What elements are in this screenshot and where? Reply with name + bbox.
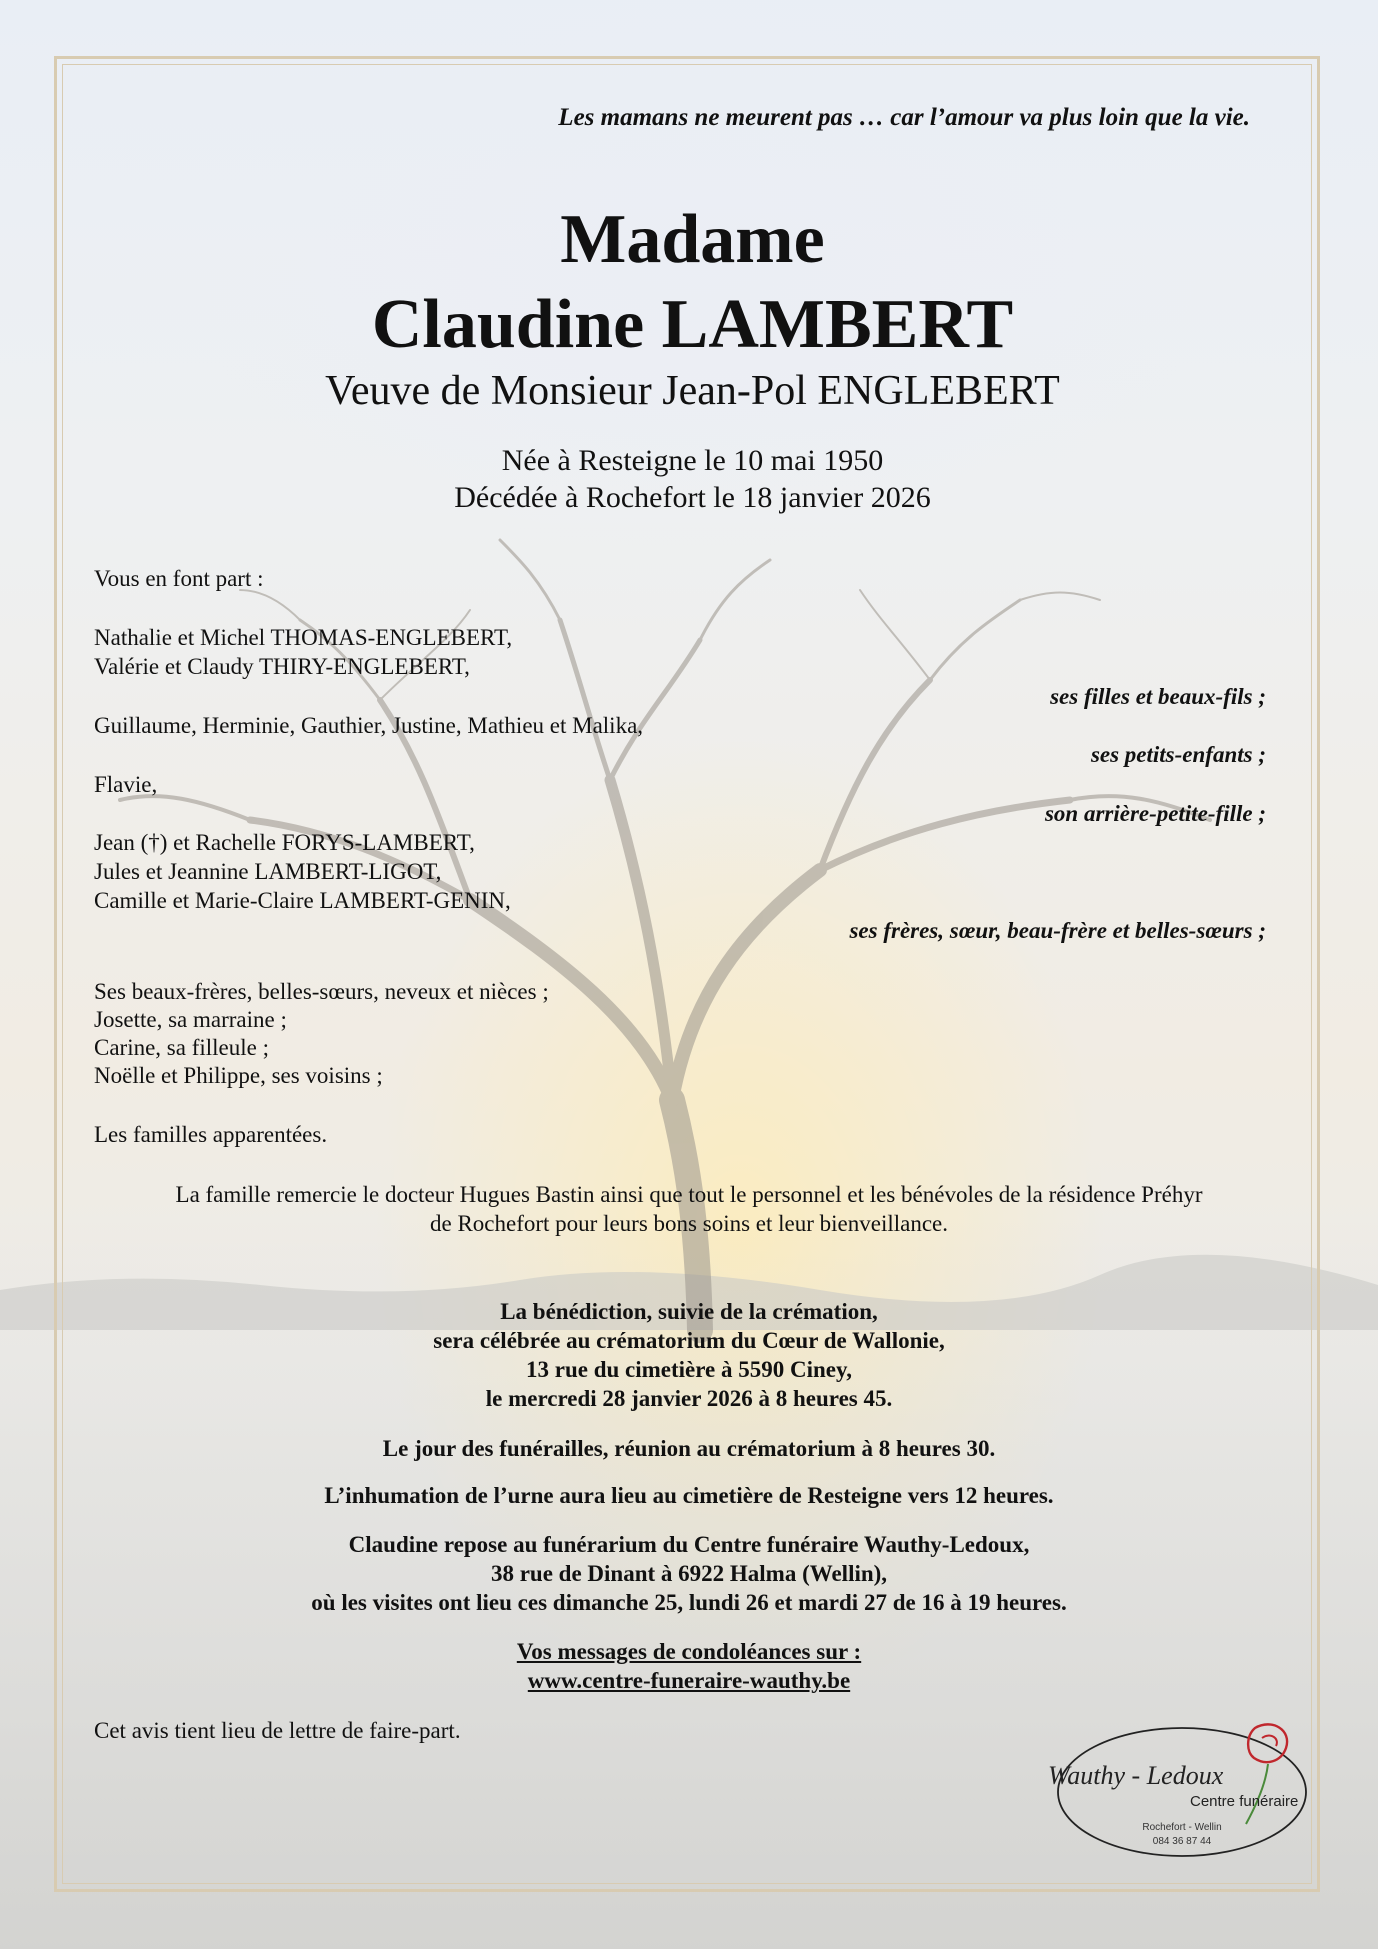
deceased-name: Claudine LAMBERT [371,286,1014,363]
widow-line: Veuve de Monsieur Jean-Pol ENGLEBERT [325,368,1060,414]
family-role: ses filles et beaux-fils ; [1050,684,1266,709]
rest-line: 38 rue de Dinant à 6922 Halma (Wellin), [490,1561,888,1586]
condolences-website-link[interactable]: www.centre-funeraire-wauthy.be [527,1668,851,1693]
logo-subtitle: Centre funéraire [1190,1793,1299,1810]
rest-line: où les visites ont lieu ces dimanche 25, lundi 26 et mardi 27 de 16 à 19 heures. [311,1590,1067,1615]
thanks-line: La famille remercie le docteur Hugues Bastin ainsi que tout le personnel et les bénévoles de la résidence Préhyr [175,1182,1203,1207]
family-line: Guillaume, Herminie, Gauthier, Justine, Mathieu et Malika, [94,713,644,738]
family-line: Ses beaux-frères, belles-sœurs, neveux et nièces ; [94,979,549,1004]
family-role: ses frères, sœur, beau-frère et belles-sœurs ; [849,918,1266,943]
condolences-label: Vos messages de condoléances sur : [516,1639,862,1664]
family-line: Flavie, [94,772,158,797]
epigraph-quote: Les mamans ne meurent pas … car l’amour va plus loin que la vie. [558,104,1250,131]
family-role: son arrière-petite-fille ; [1044,801,1266,826]
family-line: Jules et Jeannine LAMBERT-LIGOT, [94,859,442,884]
intro-line: Vous en font part : [94,566,264,591]
family-line: Jean (†) et Rachelle FORYS-LAMBERT, [94,830,475,855]
death-line: Décédée à Rochefort le 18 janvier 2026 [454,481,931,514]
funeral-home-logo [1040,1712,1320,1862]
family-role: ses petits-enfants ; [1090,742,1266,767]
family-line: Josette, sa marraine ; [94,1007,287,1032]
thanks-line: de Rochefort pour leurs bons soins et leur bienveillance. [430,1211,948,1236]
ceremony-line: 13 rue du cimetière à 5590 Ciney, [526,1357,852,1382]
logo-phone: 084 36 87 44 [1152,1836,1212,1847]
rest-line: Claudine repose au funérarium du Centre funéraire Wauthy-Ledoux, [348,1532,1030,1557]
birth-line: Née à Resteigne le 10 mai 1950 [501,444,884,477]
honorific-title: Madame [560,201,825,278]
meeting-line: Le jour des funérailles, réunion au crématorium à 8 heures 30. [382,1436,996,1461]
family-line: Valérie et Claudy THIRY-ENGLEBERT, [94,654,470,679]
family-line: Noëlle et Philippe, ses voisins ; [94,1063,383,1088]
family-line: Nathalie et Michel THOMAS-ENGLEBERT, [94,625,513,650]
logo-brand: Wauthy - Ledoux [1048,1761,1224,1790]
family-line: Carine, sa filleule ; [94,1035,269,1060]
related-families-line: Les familles apparentées. [94,1122,328,1147]
urn-line: L’inhumation de l’urne aura lieu au cimetière de Resteigne vers 12 heures. [324,1483,1054,1508]
ceremony-line: le mercredi 28 janvier 2026 à 8 heures 45. [485,1386,893,1411]
family-line: Camille et Marie-Claire LAMBERT-GENIN, [94,888,511,913]
logo-locations: Rochefort - Wellin [1142,1822,1222,1833]
closing-line: Cet avis tient lieu de lettre de faire-part. [94,1718,461,1743]
ceremony-line: La bénédiction, suivie de la crémation, [500,1299,878,1324]
ceremony-line: sera célébrée au crématorium du Cœur de Wallonie, [433,1328,945,1353]
